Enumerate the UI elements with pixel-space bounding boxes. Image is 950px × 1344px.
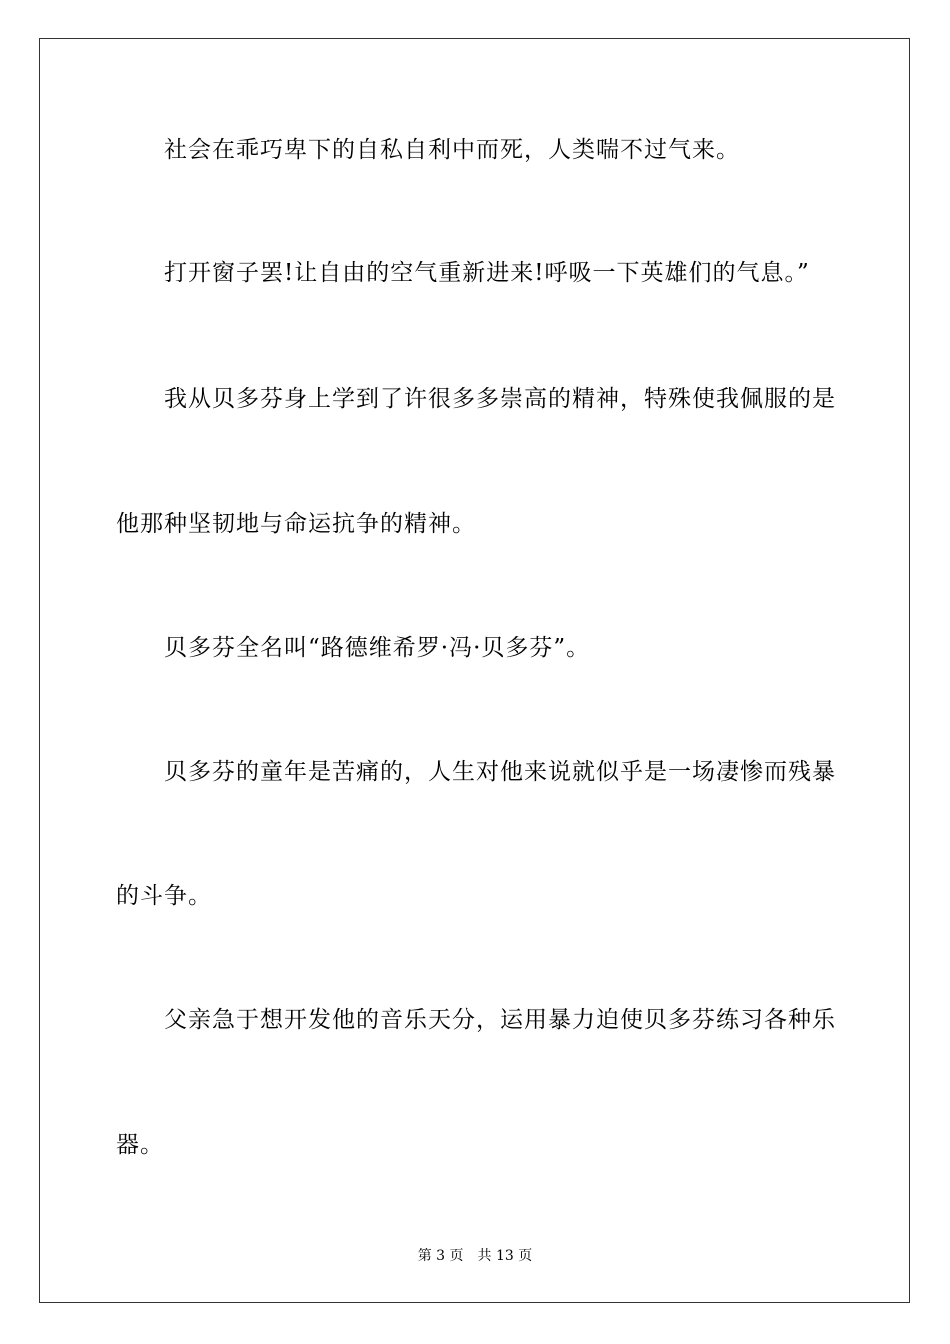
paragraph-line: 器。: [116, 1132, 164, 1158]
paragraph-line: 他那种坚韧地与命运抗争的精神。: [116, 511, 476, 537]
paragraph-line: 社会在乖巧卑下的自私自利中而死，人类喘不过气来。: [164, 137, 740, 163]
paragraph-line: 父亲急于想开发他的音乐天分，运用暴力迫使贝多芬练习各种乐: [164, 1007, 836, 1033]
paragraph-line: 贝多芬的童年是苦痛的，人生对他来说就似乎是一场凄惨而残暴: [164, 759, 836, 785]
paragraph-line: 我从贝多芬身上学到了许很多多崇高的精神，特殊使我佩服的是: [164, 386, 836, 412]
paragraph-line: 打开窗子罢!让自由的空气重新进来!呼吸一下英雄们的气息。”: [164, 260, 810, 286]
page-border: [39, 38, 910, 1303]
page-footer: 第 3 页 共 13 页: [417, 1248, 533, 1264]
paragraph-line: 的斗争。: [116, 883, 212, 909]
paragraph-line: 贝多芬全名叫“路德维希罗·冯·贝多芬”。: [164, 635, 591, 661]
